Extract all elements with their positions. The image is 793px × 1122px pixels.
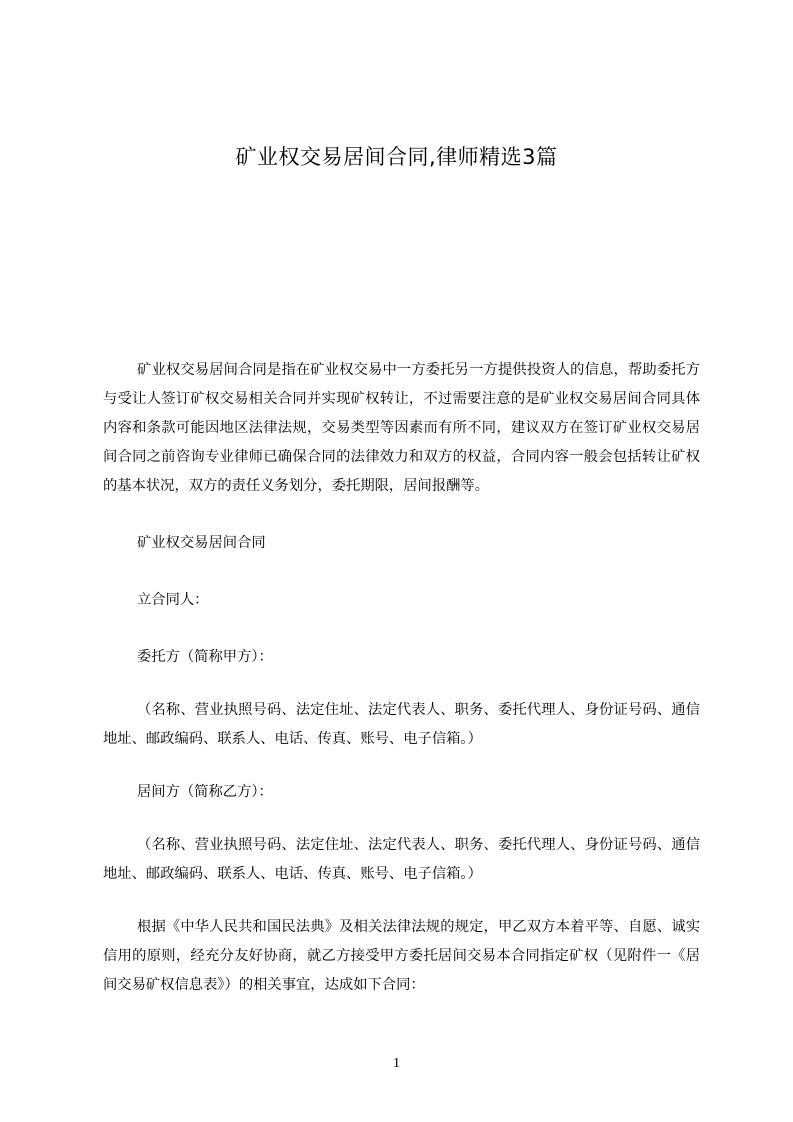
intro-paragraph: 矿业权交易居间合同是指在矿业权交易中一方委托另一方提供投资人的信息，帮助委托方与受让人签订矿权交易相关合同并实现矿权转让，不过需要注意的是矿业权交易居间合同具体内容和条款可能因地区法律法规，交易类型等因素而有所不同，建议双方在签订矿业权交易居间合同之前咨询专业律师已确保合同的法律效力和双方的权益，合同内容一般会包括转让矿权的基本状况，双方的责任义务划分，委托期限，居间报酬等。	[103, 362, 700, 494]
document-title: 矿业权交易居间合同,律师精选3篇	[235, 145, 558, 169]
document-body	[103, 356, 700, 1000]
party-a-label: 委托方（简称甲方）：	[137, 649, 273, 665]
page-number: 1	[393, 1056, 400, 1071]
contracting-parties-label: 立合同人：	[137, 592, 209, 608]
contract-heading: 矿业权交易居间合同	[137, 535, 266, 551]
party-a-details: （名称、营业执照号码、法定住址、法定代表人、职务、委托代理人、身份证号码、通信地址、邮政编码、联系人、电话、传真、账号、电子信箱。）	[103, 702, 700, 747]
party-b-details: （名称、营业执照号码、法定住址、法定代表人、职务、委托代理人、身份证号码、通信地址、邮政编码、联系人、电话、传真、账号、电子信箱。）	[103, 837, 700, 882]
party-b-label: 居间方（简称乙方）：	[137, 784, 273, 800]
agreement-preamble: 根据《中华人民共和国民法典》及相关法律法规的规定，甲乙双方本着平等、自愿、诚实信用的原则，经充分友好协商，就乙方接受甲方委托居间交易本合同指定矿权（见附件一《居间交易矿权信息表》）的相关事宜，达成如下合同：	[103, 919, 700, 993]
